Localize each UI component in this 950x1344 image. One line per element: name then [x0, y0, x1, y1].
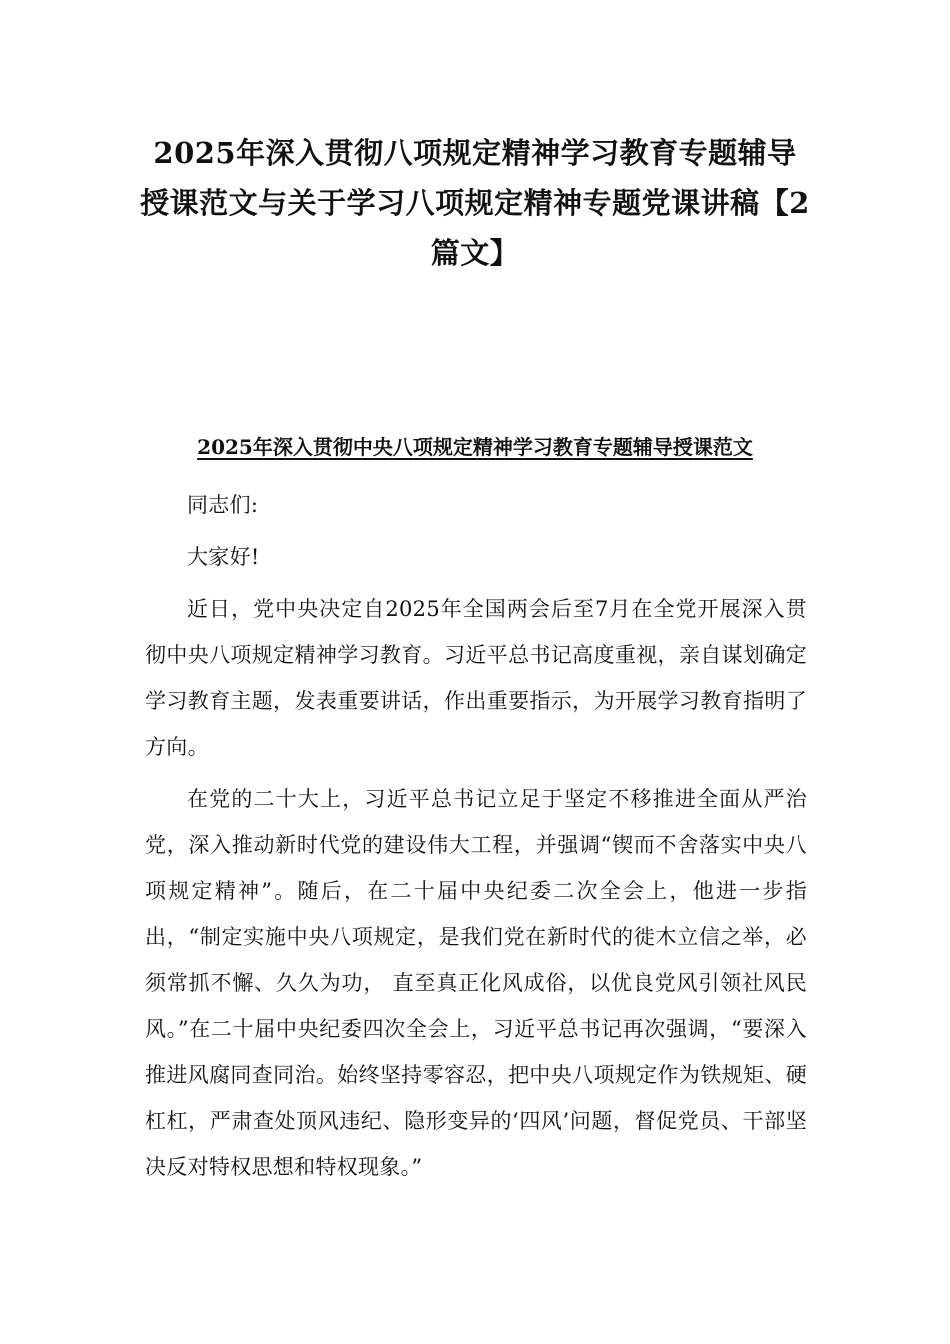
paragraph-salutation: 同志们: — [187, 493, 259, 517]
document-title: 2025年深入贯彻八项规定精神学习教育专题辅导授课范文与关于学习八项规定精神专题党课讲稿【2篇文】 — [140, 136, 810, 270]
section-heading: 2025年深入贯彻中央八项规定精神学习教育专题辅导授课范文 — [197, 435, 753, 459]
paragraph-greeting: 大家好! — [187, 545, 260, 569]
paragraph-quotes: 在党的二十大上，习近平总书记立足于坚定不移推进全面从严治党，深入推动新时代党的建设伟大工程，并强调“锲而不舍落实中央八项规定精神”。随后，在二十届中央纪委二次全会上，他进一步指出，“制定实施中央八项规定，是我们党在新时代的徙木立信之举，必须常抓不懈、久久为功， 直至真正化风成俗，以优良党风引领社风民风。”在二十届中央纪委四次全会上，习近平总书记再次强调，“要深入推进风腐同查同治。始终坚持零容忍，把中央八项规定作为铁规矩、硬杠杠，严肃查处顶风违纪、隐形变异的‘四风’问题，督促党员、干部坚决反对特权思想和特权现象。” — [145, 787, 807, 1179]
body-text — [145, 482, 807, 1196]
paragraph-intro: 近日，党中央决定自2025年全国两会后至7月在全党开展深入贯彻中央八项规定精神学习教育。习近平总书记高度重视，亲自谋划确定学习教育主题，发表重要讲话，作出重要指示，为开展学习教育指明了方向。 — [145, 597, 807, 759]
